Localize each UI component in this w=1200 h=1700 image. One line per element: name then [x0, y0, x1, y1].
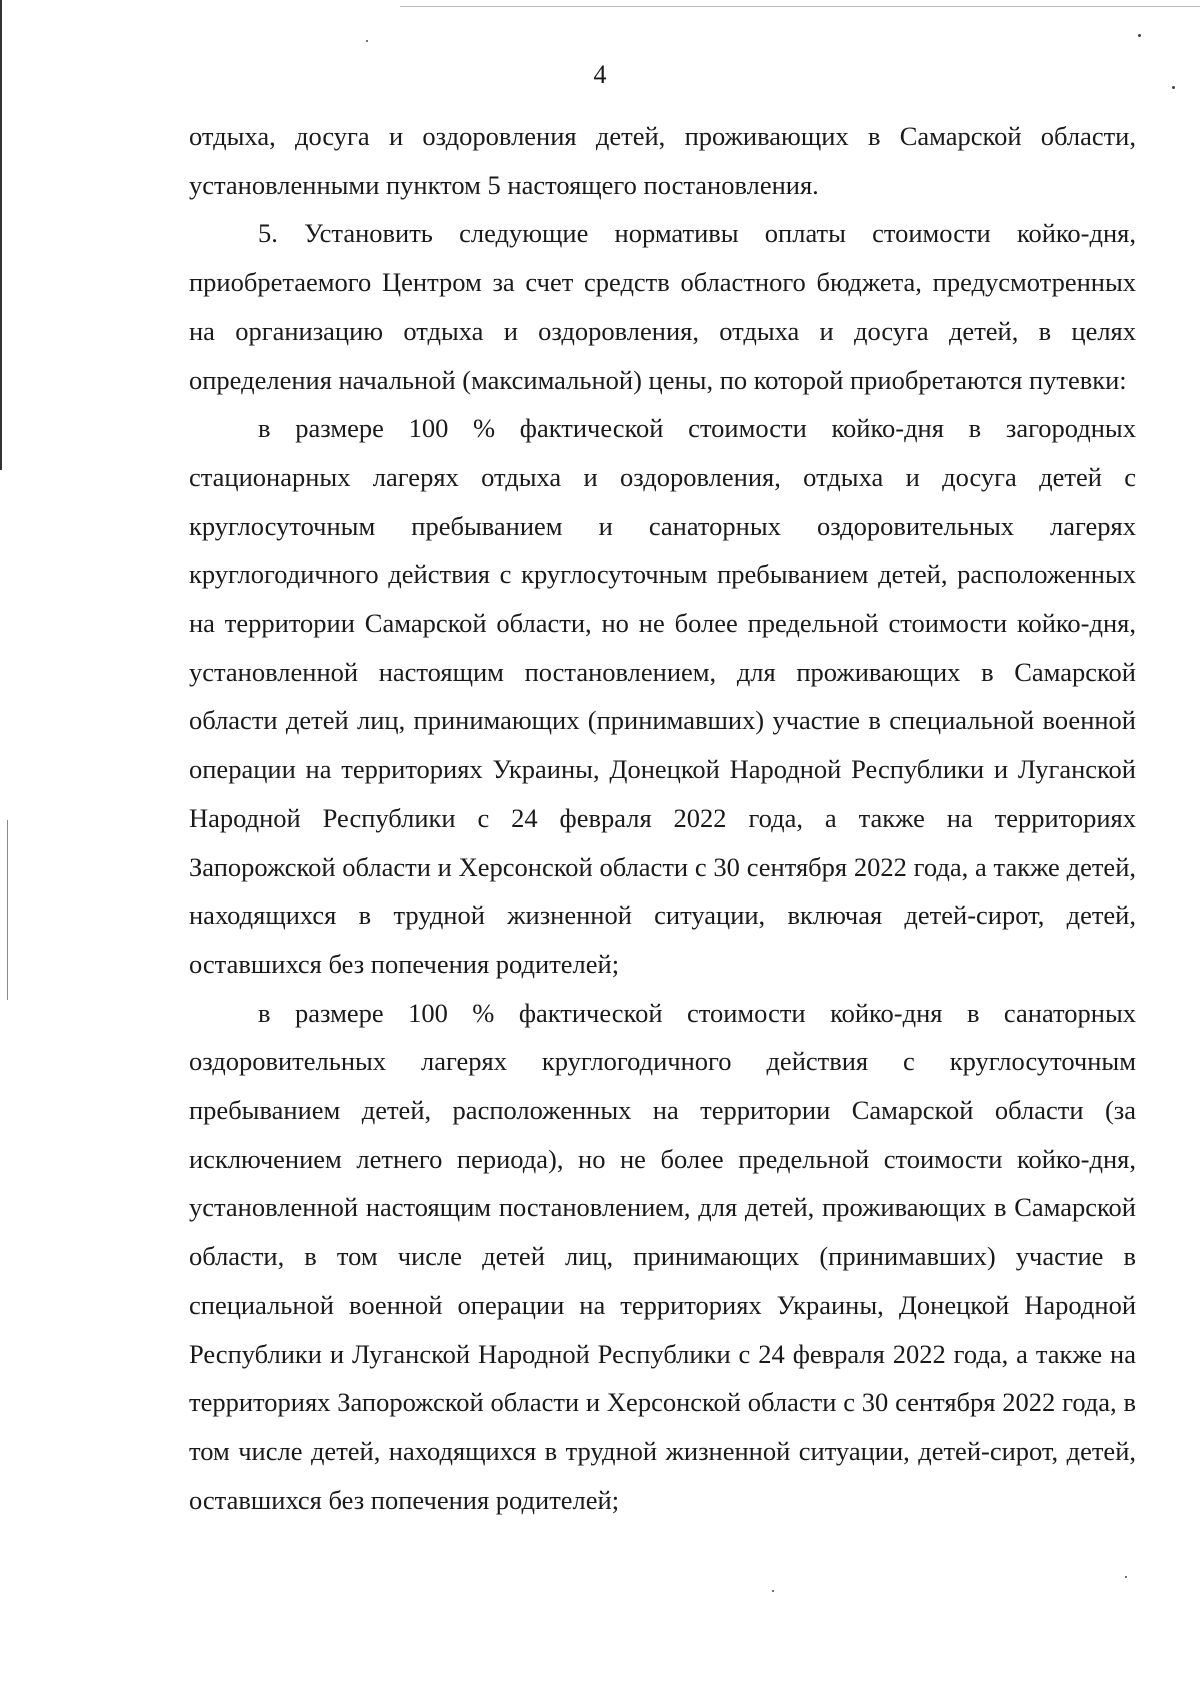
paragraph-rate-country-camps: в размере 100 % фактической стоимости койко-дня в загородных стационарных лагерях отдыха и оздоровления, отдыха и досуга детей с круглосуточным пребыванием и санаторных оздоровительных лагерях круглогодичного действия с круглосуточным пребыванием детей, расположенных на территории Самарской области, но не более предельной стоимости койко-дня, установленной настоящим постановлением, для проживающих в Самарской области детей лиц, принимающих (принимавших) участие в специальной военной операции на территориях Украины, Донецкой Народной Республики и Луганской Народной Республики с 24 февраля 2022 года, а также на территориях Запорожской области и Херсонской области с 30 сентября 2022 года, а также детей, находящихся в трудной жизненной ситуации, включая детей-сирот, детей, оставшихся без попечения родителей; [189, 413, 1136, 979]
scan-dot [1138, 34, 1141, 37]
scan-dot [1125, 1576, 1127, 1578]
paragraph-rate-sanatorium-camps: в размере 100 % фактической стоимости койко-дня в санаторных оздоровительных лагерях круглогодичного действия с круглосуточным пребыванием детей, расположенных на территории Самарской области (за исключением летнего периода), но не более предельной стоимости койко-дня, установленной настоящим постановлением, для детей, проживающих в Самарской области, в том числе детей лиц, принимающих (принимавших) участие в специальной военной операции на территориях Украины, Донецкой Народной Республики и Луганской Народной Республики с 24 февраля 2022 года, а также на территориях Запорожской области и Херсонской области с 30 сентября 2022 года, в том числе детей, находящихся в трудной жизненной ситуации, детей-сирот, детей, оставшихся без попечения родителей; [189, 997, 1136, 1515]
document-body [189, 112, 1136, 1524]
scan-edge-line-left-lower [7, 820, 8, 1000]
page-number: 4 [593, 60, 607, 89]
scan-edge-line-top [400, 6, 1200, 7]
paragraph-item-5: 5. Установить следующие нормативы оплаты стоимости койко-дня, приобретаемого Центром за счет средств областного бюджета, предусмотренных на организацию отдыха и оздоровления, отдыха и досуга детей, в целях определения начальной (максимальной) цены, по которой приобретаются путевки: [189, 218, 1136, 395]
scan-dot [772, 1590, 774, 1592]
scan-dot [366, 40, 368, 42]
paragraph-continuation: отдыха, досуга и оздоровления детей, проживающих в Самарской области, установленными пунктом 5 настоящего постановления. [189, 121, 1136, 200]
